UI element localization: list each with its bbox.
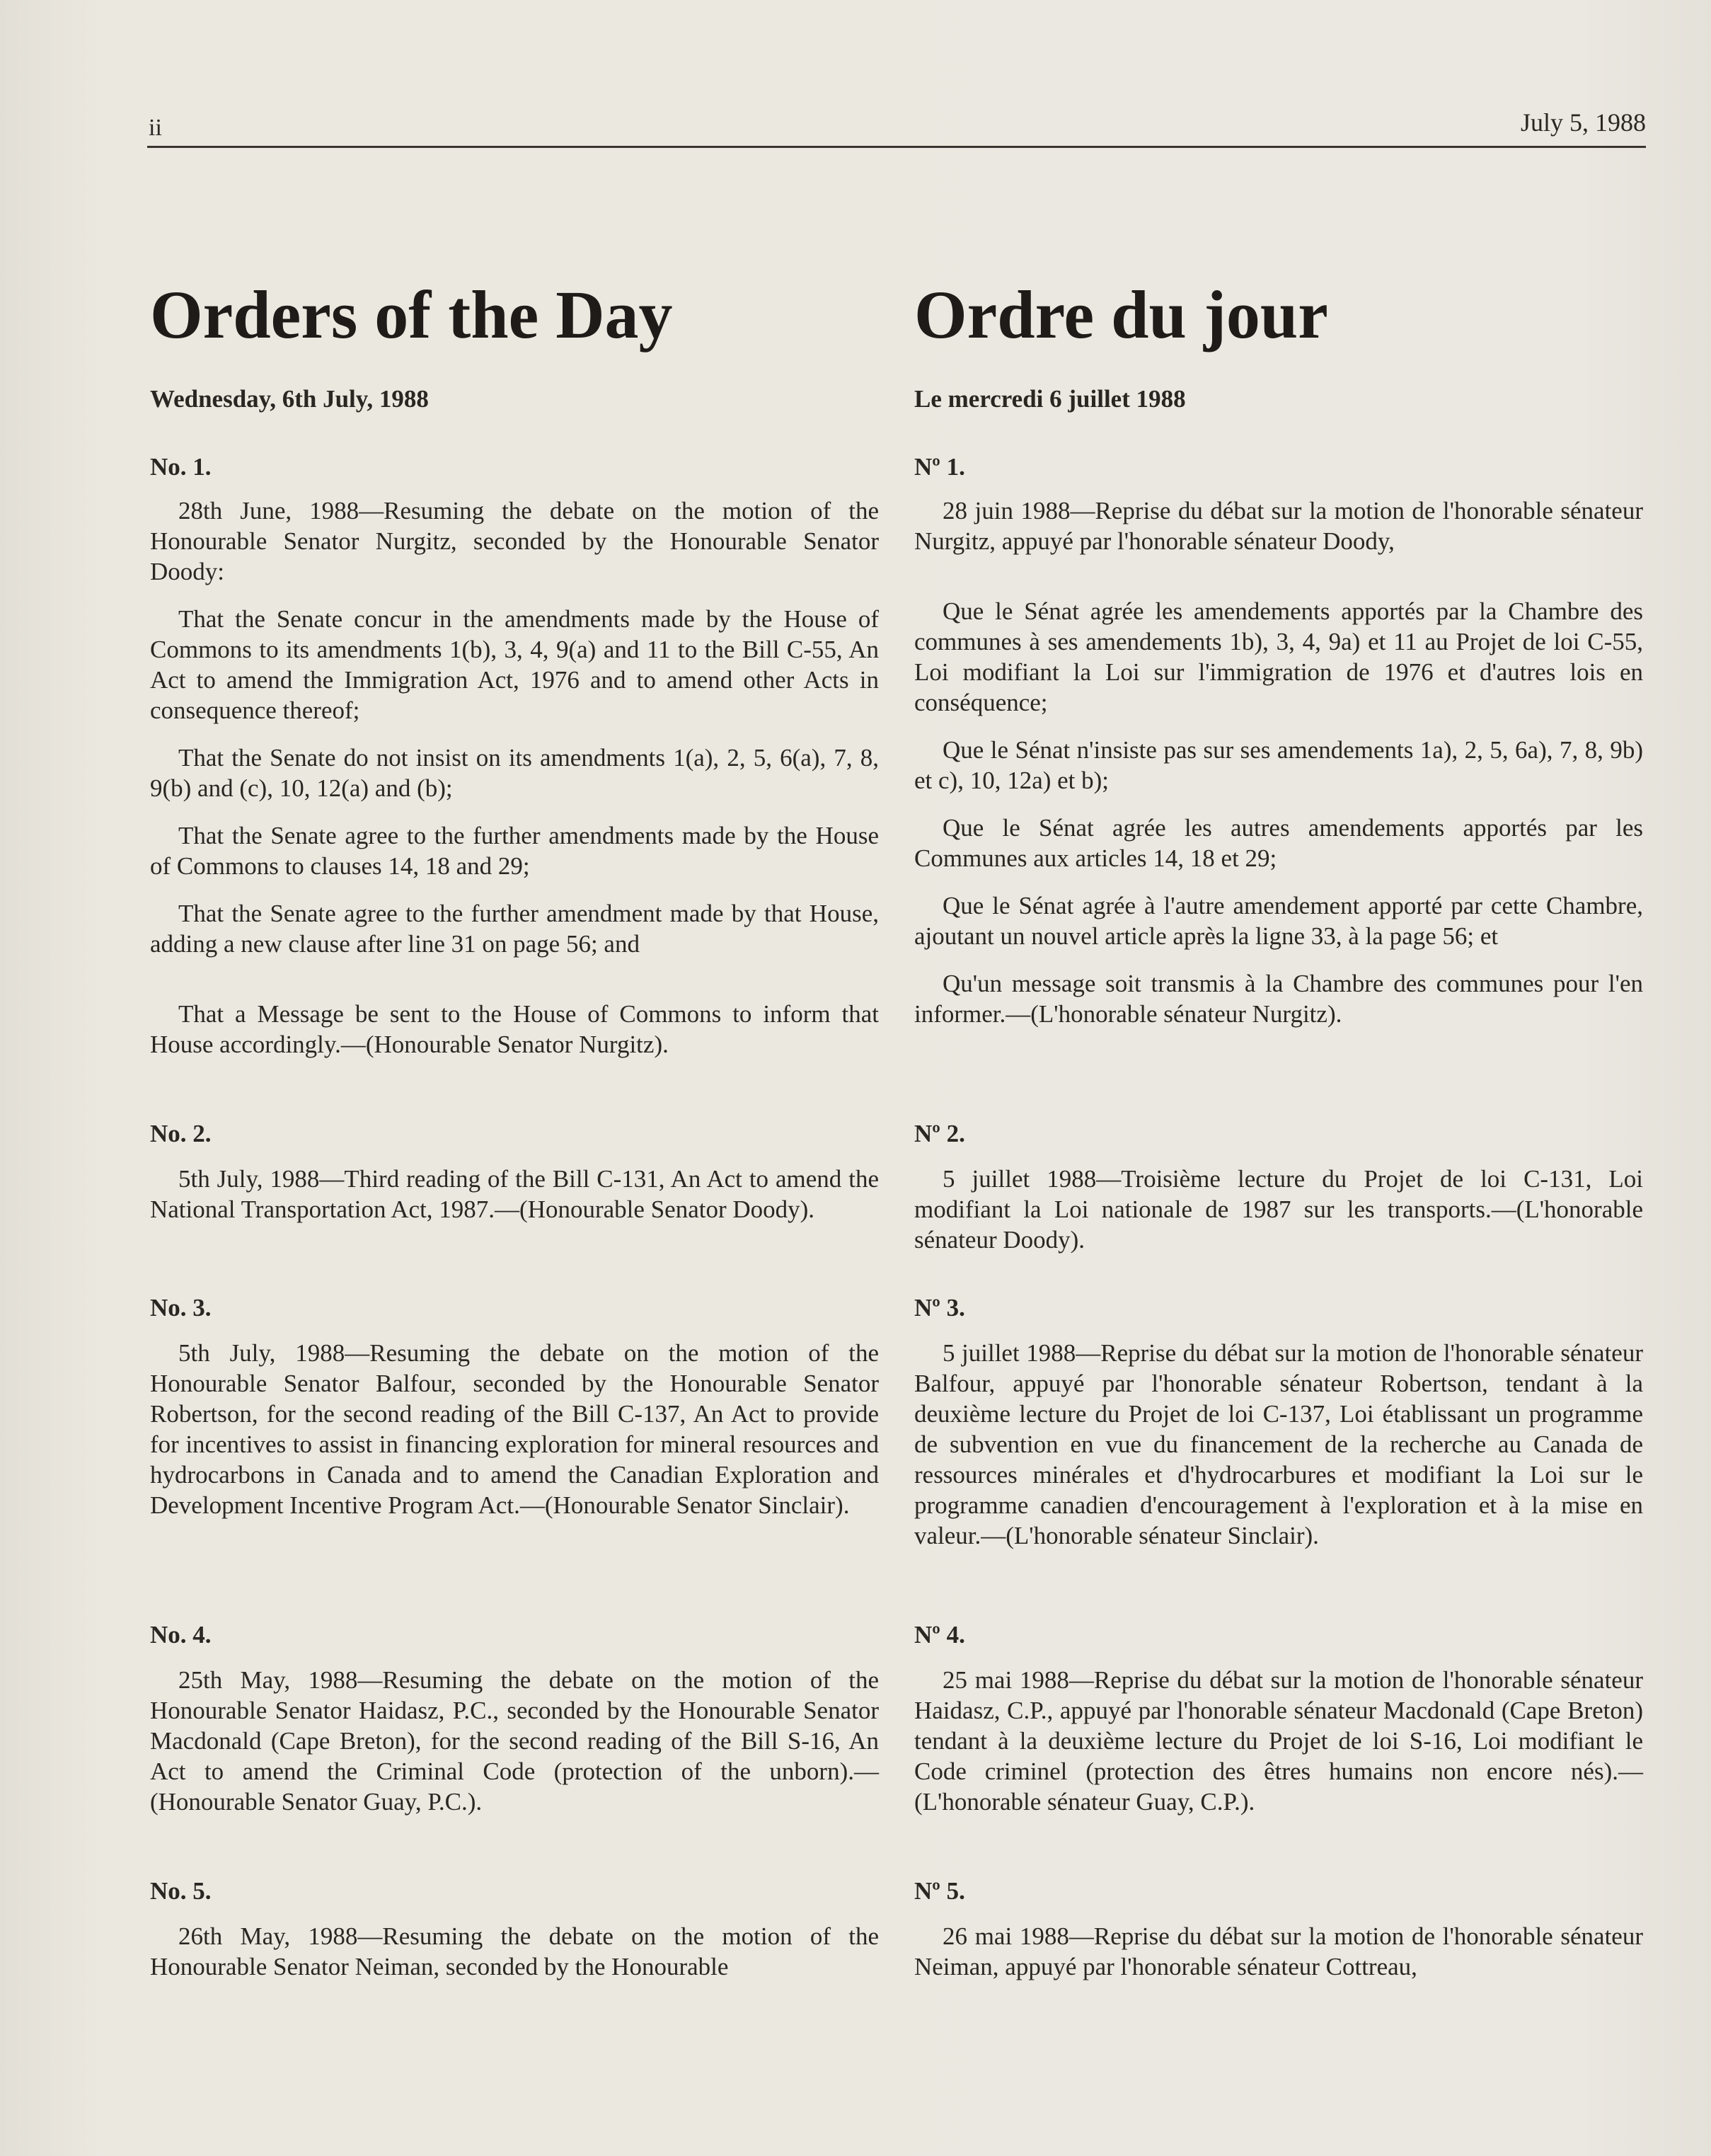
page-folio: ii [149, 115, 162, 141]
paragraph: 5th July, 1988—Resuming the debate on the motion of the Honourable Senator Balfour, seconded by the Honourable Senator Robertson, for the second reading of the Bill C-137, An Act to provide for incentives to assist in financing exploration for mineral resources and hydrocarbons in Canada and to amend the Canadian Exploration and Development Incentive Program Act.—(Honourable Senator Sinclair). [150, 1339, 879, 1519]
item-number: Nº 5. [914, 1877, 965, 1905]
item-number: No. 2. [150, 1120, 212, 1147]
item-number: No. 4. [150, 1621, 212, 1648]
english-item-4 [150, 1621, 879, 1817]
paragraph: Que le Sénat agrée les amendements apportés par la Chambre des communes à ses amendements 1b), 3, 4, 9a) et 11 au Projet de loi C-55, Loi modifiant la Loi sur l'immigration de 1976 et d'autres lois en conséquence; [914, 597, 1643, 716]
header-date: July 5, 1988 [1520, 108, 1646, 137]
english-item-5 [150, 1877, 879, 1982]
french-date-line: Le mercredi 6 juillet 1988 [914, 385, 1186, 413]
french-item-2 [914, 1120, 1643, 1255]
english-item-1 [150, 453, 879, 1060]
paragraph: 5 juillet 1988—Reprise du débat sur la motion de l'honorable sénateur Balfour, appuyé par l'honorable sénateur Robertson, tendant à la deuxième lecture du Projet de loi C-137, Loi établissant un programme de subvention en vue du financement de la recherche au Canada de ressources minérales et d'hydrocarbures et modifiant la Loi sur le programme canadien d'encouragement à l'exploration et à la mise en valeur.—(L'honorable sénateur Sinclair). [914, 1339, 1643, 1549]
paragraph: 25 mai 1988—Reprise du débat sur la motion de l'honorable sénateur Haidasz, C.P., appuyé par l'honorable sénateur Macdonald (Cape Breton) tendant à la deuxième lecture du Projet de loi S-16, Loi modifiant le Code criminel (protection des êtres humains non encore nés).—(L'honorable sénateur Guay, C.P.). [914, 1666, 1643, 1816]
english-title: Orders of the Day [150, 277, 673, 352]
paragraph: Qu'un message soit transmis à la Chambre des communes pour l'en informer.—(L'honorable sénateur Nurgitz). [914, 970, 1643, 1028]
item-number: Nº 2. [914, 1120, 965, 1147]
paragraph: 25th May, 1988—Resuming the debate on the motion of the Honourable Senator Haidasz, P.C., seconded by the Honourable Senator Macdonald (Cape Breton), for the second reading of the Bill S-16, An Act to amend the Criminal Code (protection of the unborn).—(Honourable Senator Guay, P.C.). [150, 1666, 879, 1816]
paragraph: That a Message be sent to the House of Commons to inform that House accordingly.—(Honourable Senator Nurgitz). [150, 1000, 879, 1058]
french-item-4 [914, 1621, 1643, 1817]
paragraph: That the Senate agree to the further amendments made by the House of Commons to clauses 14, 18 and 29; [150, 822, 879, 880]
paragraph: 28 juin 1988—Reprise du débat sur la motion de l'honorable sénateur Nurgitz, appuyé par l'honorable sénateur Doody, [914, 497, 1643, 555]
french-item-5 [914, 1877, 1643, 1982]
english-column [150, 276, 879, 1980]
paragraph: 26th May, 1988—Resuming the debate on the motion of the Honourable Senator Neiman, seconded by the Honourable [150, 1922, 879, 1980]
paragraph: 26 mai 1988—Reprise du débat sur la motion de l'honorable sénateur Neiman, appuyé par l'honorable sénateur Cottreau, [914, 1922, 1643, 1980]
english-date-line: Wednesday, 6th July, 1988 [150, 385, 429, 413]
english-item-2 [150, 1120, 879, 1225]
paragraph: 28th June, 1988—Resuming the debate on the motion of the Honourable Senator Nurgitz, seconded by the Honourable Senator Doody: [150, 497, 879, 585]
paragraph: Que le Sénat agrée à l'autre amendement apporté par cette Chambre, ajoutant un nouvel article après la ligne 33, à la page 56; et [914, 892, 1643, 950]
page-header [147, 103, 1646, 148]
item-number: Nº 4. [914, 1621, 965, 1648]
paragraph: That the Senate concur in the amendments made by the House of Commons to its amendments 1(b), 3, 4, 9(a) and 11 to the Bill C-55, An Act to amend the Immigration Act, 1976 and to amend other Acts in consequence thereof; [150, 605, 879, 724]
paragraph: That the Senate agree to the further amendment made by that House, adding a new clause after line 31 on page 56; and [150, 900, 879, 958]
french-item-1 [914, 453, 1643, 1029]
french-title: Ordre du jour [914, 277, 1328, 352]
item-number: Nº 3. [914, 1294, 965, 1321]
paragraph: 5 juillet 1988—Troisième lecture du Projet de loi C-131, Loi modifiant la Loi nationale de 1987 sur les transports.—(L'honorable sénateur Doody). [914, 1165, 1643, 1254]
paragraph: 5th July, 1988—Third reading of the Bill C-131, An Act to amend the National Transportation Act, 1987.—(Honourable Senator Doody). [150, 1165, 879, 1223]
french-column [914, 276, 1643, 1980]
item-number: No. 1. [150, 453, 212, 481]
paragraph: Que le Sénat n'insiste pas sur ses amendements 1a), 2, 5, 6a), 7, 8, 9b) et c), 10, 12a) et b); [914, 736, 1643, 794]
paragraph: Que le Sénat agrée les autres amendements apportés par les Communes aux articles 14, 18 et 29; [914, 814, 1643, 872]
french-item-3 [914, 1294, 1643, 1551]
item-number: No. 5. [150, 1877, 212, 1905]
paragraph: That the Senate do not insist on its amendments 1(a), 2, 5, 6(a), 7, 8, 9(b) and (c), 10, 12(a) and (b); [150, 744, 879, 802]
item-number: No. 3. [150, 1294, 212, 1321]
item-number: Nº 1. [914, 453, 965, 481]
english-item-3 [150, 1294, 879, 1520]
